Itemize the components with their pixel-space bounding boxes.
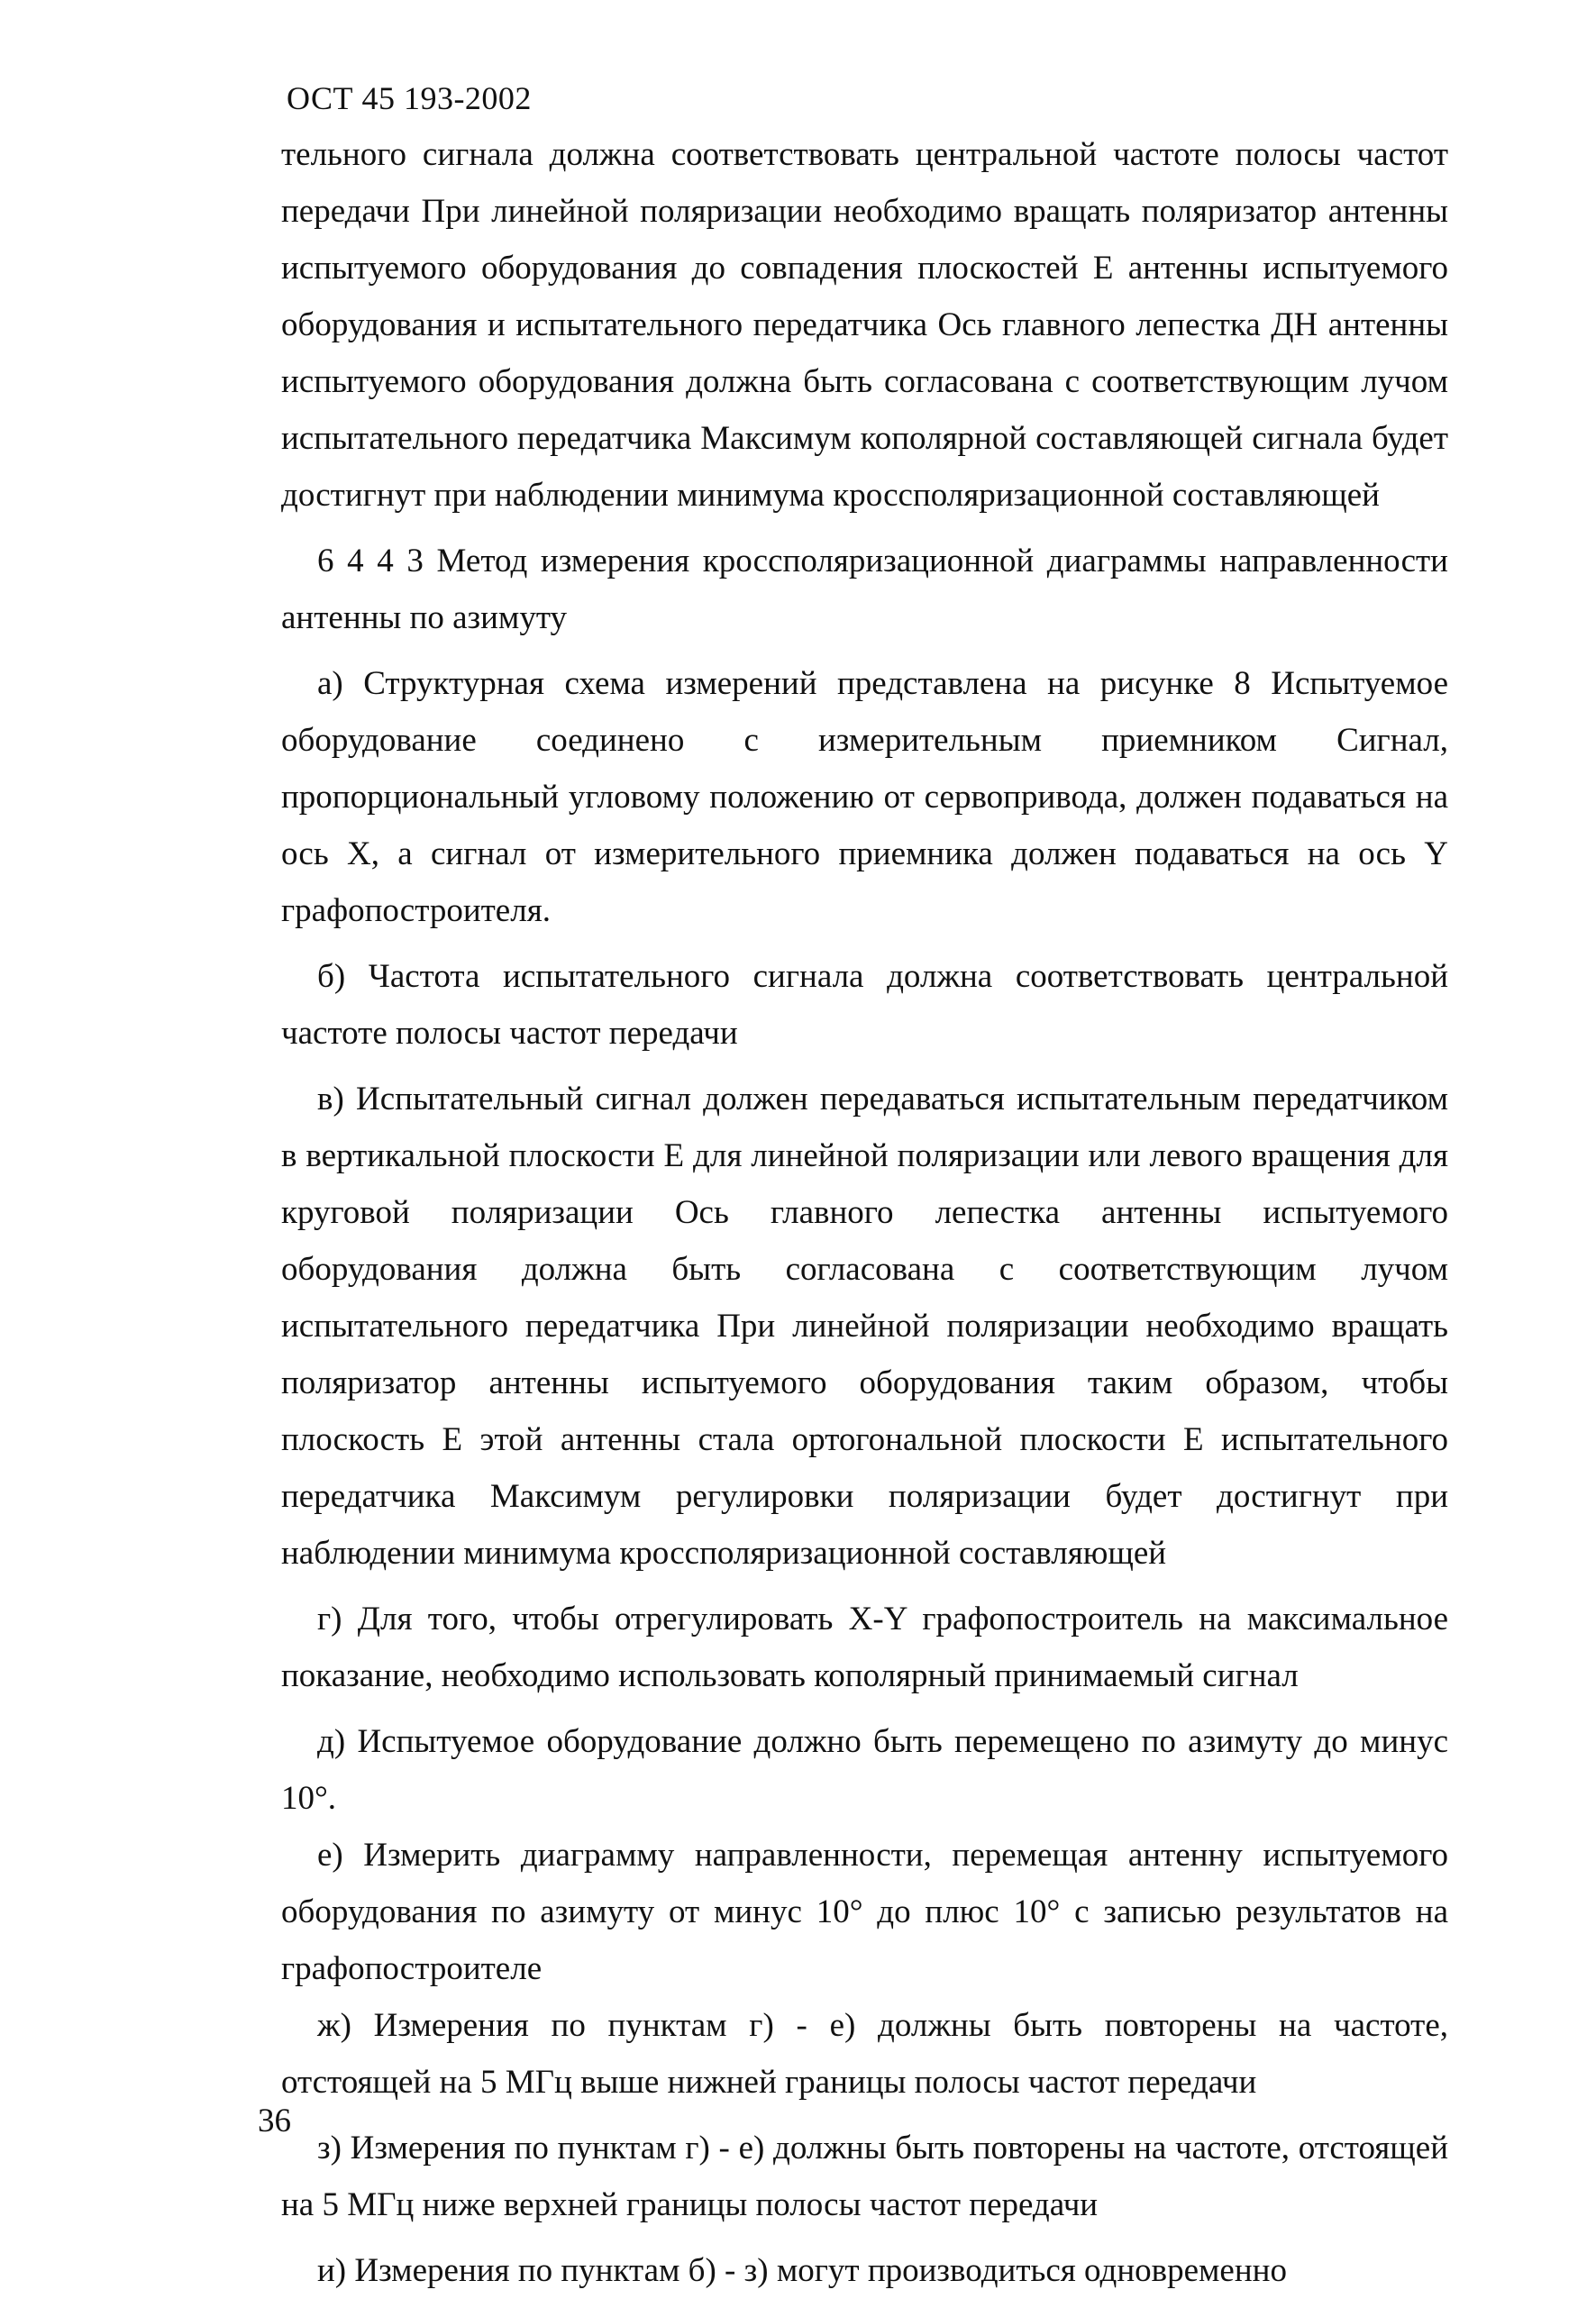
- list-item-a: а) Структурная схема измерений представлена на рисунке 8 Испытуемое оборудование соединено с измерительным приемником Сигнал, пропорциональный угловому положению от сервопривода, должен подаваться на ось X, а сигнал от измерительного приемника должен подаваться на ось Y графопостроителя.: [281, 665, 1448, 929]
- list-item-i: и) Измерения по пунктам б) - з) могут производиться одновременно: [317, 2252, 1287, 2289]
- page-number: 36: [258, 2103, 291, 2139]
- section-heading-6443: 6 4 4 3 Метод измерения кроссполяризационной диаграммы направленности антенны по азимуту: [281, 543, 1448, 636]
- document-body: [281, 126, 1448, 2308]
- list-item-v: в) Испытательный сигнал должен передаваться испытательным передатчиком в вертикальной плоскости Е для линейной поляризации или левого вращения для круговой поляризации Ось главного лепестка антенны испытуемого оборудования должна быть согласована с соответствующим лучом испытательного передатчика При линейной поляризации необходимо вращать поляризатор антенны испытуемого оборудования таким образом, чтобы плоскость Е этой антенны стала ортогональной плоскости Е испытательного передатчика Максимум регулировки поляризации будет достигнут при наблюдении минимума кроссполяризационной составляющей: [281, 1081, 1448, 1572]
- list-item-g: г) Для того, чтобы отрегулировать X-Y графопостроитель на максимальное показание, необходимо использовать кополярный принимаемый сигнал: [281, 1601, 1448, 1694]
- paragraph-intro: тельного сигнала должна соответствовать центральной частоте полосы частот передачи При линейной поляризации необходимо вращать поляризатор антенны испытуемого оборудования до совпадения плоскостей Е антенны испытуемого оборудования и испытательного передатчика Ось главного лепестка ДН антенны испытуемого оборудования должна быть согласована с соответствующим лучом испытательного передатчика Максимум кополярной составляющей сигнала будет достигнут при наблюдении минимума кроссполяризационной составляющей: [281, 136, 1448, 514]
- list-item-zh: ж) Измерения по пунктам г) - е) должны быть повторены на частоте, отстоящей на 5 МГц выше нижней границы полосы частот передачи: [281, 2007, 1448, 2101]
- document-code-header: ОСТ 45 193-2002: [287, 80, 532, 116]
- list-item-d: д) Испытуемое оборудование должно быть перемещено по азимуту до минус 10°.: [281, 1723, 1448, 1817]
- list-item-b: б) Частота испытательного сигнала должна соответствовать центральной частоте полосы частот передачи: [281, 958, 1448, 1052]
- list-item-e: е) Измерить диаграмму направленности, перемещая антенну испытуемого оборудования по азимуту от минус 10° до плюс 10° с записью результатов на графопостроителе: [281, 1837, 1448, 1987]
- list-item-z: з) Измерения по пунктам г) - е) должны быть повторены на частоте, отстоящей на 5 МГц ниже верхней границы полосы частот передачи: [281, 2130, 1448, 2223]
